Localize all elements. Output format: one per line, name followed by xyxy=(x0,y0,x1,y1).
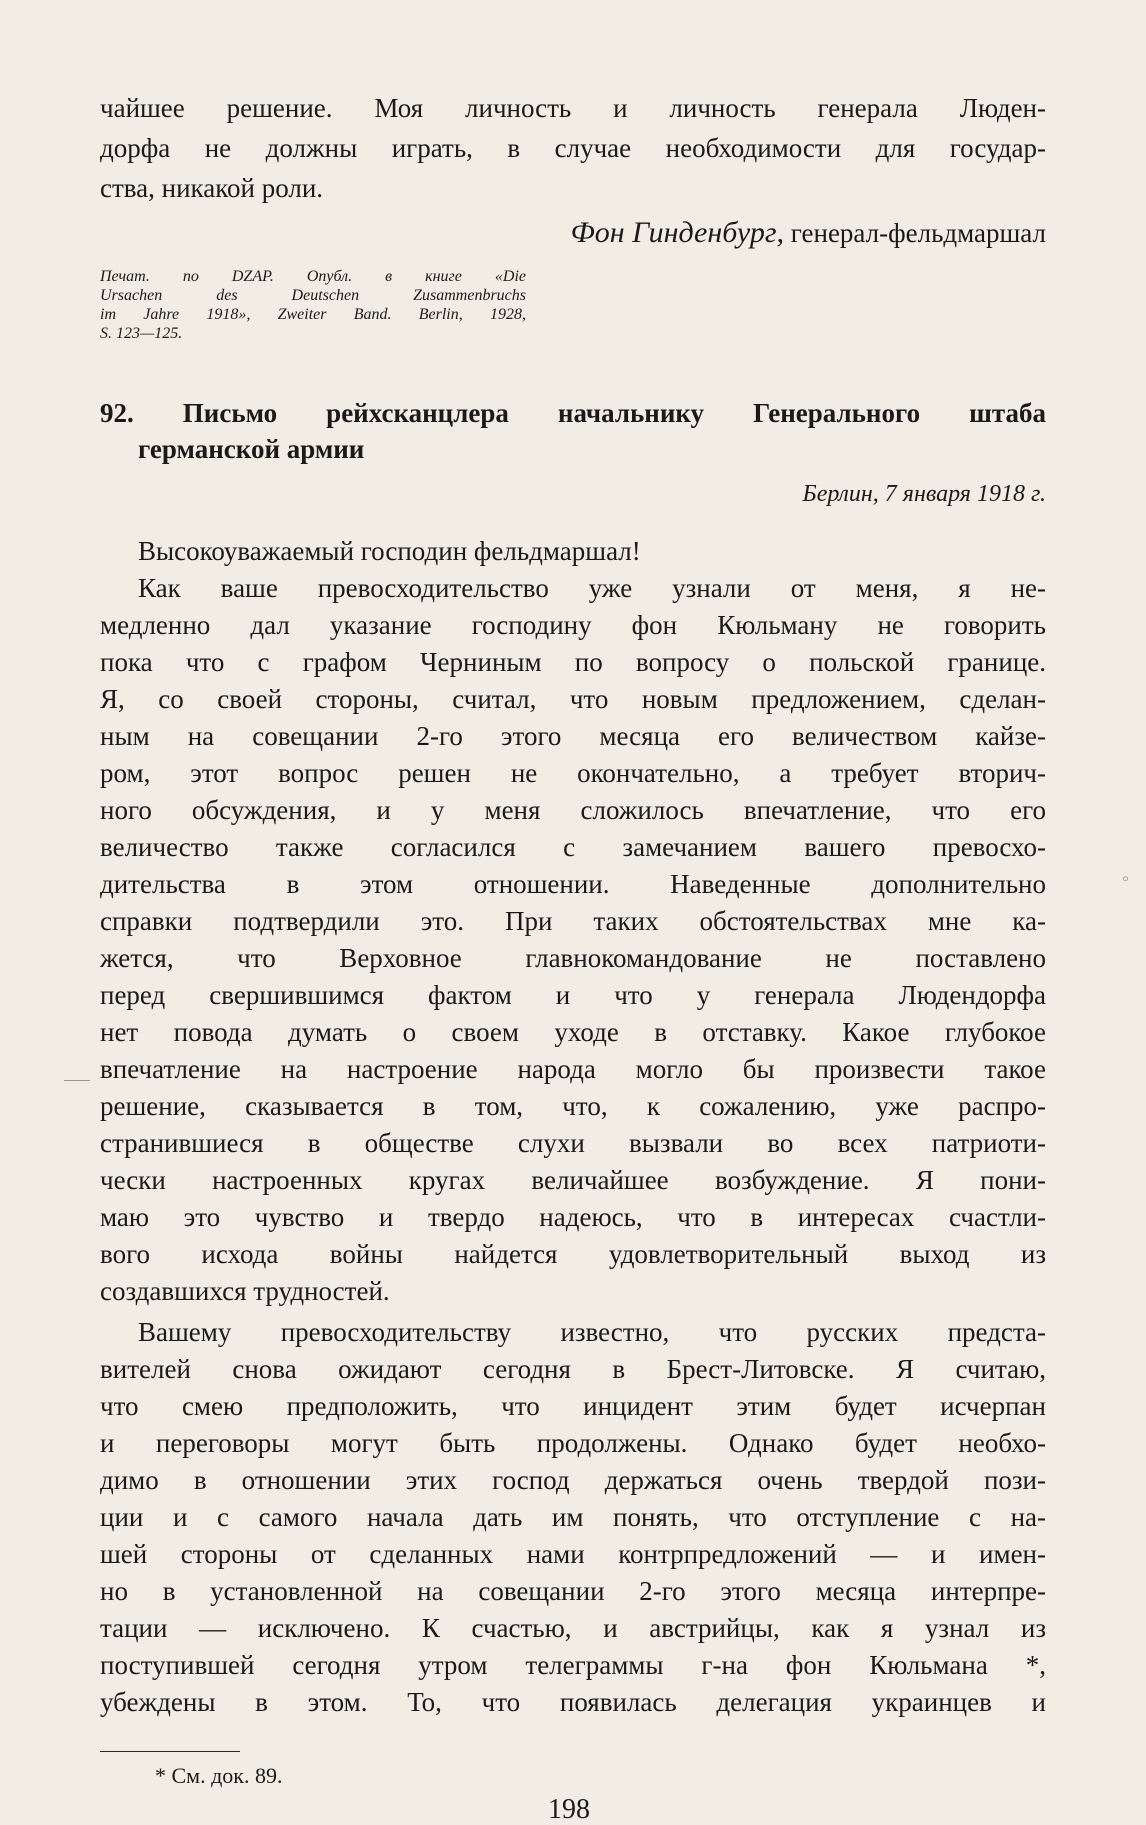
text-line: и переговоры могут быть продолжены. Однако будет необхо- xyxy=(100,1428,1046,1458)
text-line: решение, сказывается в том, что, к сожалению, уже распро- xyxy=(100,1091,1046,1121)
source-note-line: Ursachen des Deutschen Zusammenbruchs xyxy=(100,287,526,304)
text-line: шей стороны от сделанных нами контрпредложений — и имен- xyxy=(100,1539,1046,1569)
footnote-rule xyxy=(100,1751,240,1752)
text-line: перед свершившимся фактом и что у генерала Людендорфа xyxy=(100,980,1046,1010)
text-line: убеждены в этом. То, что появилась делегация украинцев и xyxy=(100,1687,1046,1717)
footnote: * См. док. 89. xyxy=(155,1763,283,1788)
text-line: дорфа не должны играть, в случае необходимости для государ- xyxy=(100,133,1046,163)
source-note-line: S. 123—125. xyxy=(100,325,183,342)
signature xyxy=(100,216,1046,250)
text-line: ным на совещании 2-го этого месяца его величеством кайзе- xyxy=(100,721,1046,751)
text-line: чески настроенных кругах величайшее возбуждение. Я пони- xyxy=(100,1165,1046,1195)
text-line: что смею предположить, что инцидент этим будет исчерпан xyxy=(100,1391,1046,1421)
text-line: Вашему превосходительству известно, что русских предста- xyxy=(138,1317,1046,1347)
text-line: ства, никакой роли. xyxy=(100,173,324,203)
text-line: Как ваше превосходительство уже узнали от меня, я не- xyxy=(138,573,1046,603)
text-line: поступившей сегодня утром телеграммы г-на фон Кюльмана *, xyxy=(100,1650,1046,1680)
text-line: медленно дал указание господину фон Кюльману не говорить xyxy=(100,610,1046,640)
text-line: ции и с самого начала дать им понять, что отступление с на- xyxy=(100,1502,1046,1532)
margin-mark-icon: ◦ xyxy=(1122,868,1130,890)
document-heading-cont: германской армии xyxy=(138,434,365,464)
text-line: димо в отношении этих господ держаться очень твердой пози- xyxy=(100,1465,1046,1495)
text-line: вого исхода войны найдется удовлетворительный выход из xyxy=(100,1239,1046,1269)
text-line: маю это чувство и твердо надеюсь, что в интересах счастли- xyxy=(100,1202,1046,1232)
dateline: Берлин, 7 января 1918 г. xyxy=(802,481,1046,507)
text-line: величество также согласился с замечанием вашего превосхо- xyxy=(100,832,1046,862)
document-heading: 92. Письмо рейхсканцлера начальнику Генерального штаба xyxy=(100,398,1046,428)
text-line: справки подтвердили это. При таких обстоятельствах мне ка- xyxy=(100,906,1046,936)
signature-title: генерал-фельдмаршал xyxy=(790,218,1046,248)
text-line: ного обсуждения, и у меня сложилось впечатление, что его xyxy=(100,795,1046,825)
text-line: вителей снова ожидают сегодня в Брест-Литовске. Я считаю, xyxy=(100,1354,1046,1384)
text-line: впечатление на настроение народа могло бы произвести такое xyxy=(100,1054,1046,1084)
text-line: создавшихся трудностей. xyxy=(100,1276,390,1306)
text-line: пока что с графом Черниным по вопросу о польской границе. xyxy=(100,647,1046,677)
salutation: Высокоуважаемый господин фельдмаршал! xyxy=(138,536,641,566)
text-line: чайшее решение. Моя личность и личность генерала Люден- xyxy=(100,93,1046,123)
margin-dash-icon xyxy=(64,1080,90,1081)
text-line: дительства в этом отношении. Наведенные дополнительно xyxy=(100,869,1046,899)
text-line: нет повода думать о своем уходе в отставку. Какое глубокое xyxy=(100,1017,1046,1047)
signature-name: Фон Гинденбург, xyxy=(570,216,785,249)
text-line: странившиеся в обществе слухи вызвали во всех патриоти- xyxy=(100,1128,1046,1158)
text-line: но в установленной на совещании 2-го этого месяца интерпре- xyxy=(100,1576,1046,1606)
source-note-line: Печат. по DZAP. Опубл. в книге «Die xyxy=(100,268,526,285)
page-number: 198 xyxy=(548,1794,590,1825)
text-line: жется, что Верховное главнокомандование не поставлено xyxy=(100,943,1046,973)
source-note-line: im Jahre 1918», Zweiter Band. Berlin, 1928, xyxy=(100,306,526,323)
text-line: тации — исключено. К счастью, и австрийцы, как я узнал из xyxy=(100,1613,1046,1643)
text-line: ром, этот вопрос решен не окончательно, а требует вторич- xyxy=(100,758,1046,788)
text-line: Я, со своей стороны, считал, что новым предложением, сделан- xyxy=(100,684,1046,714)
